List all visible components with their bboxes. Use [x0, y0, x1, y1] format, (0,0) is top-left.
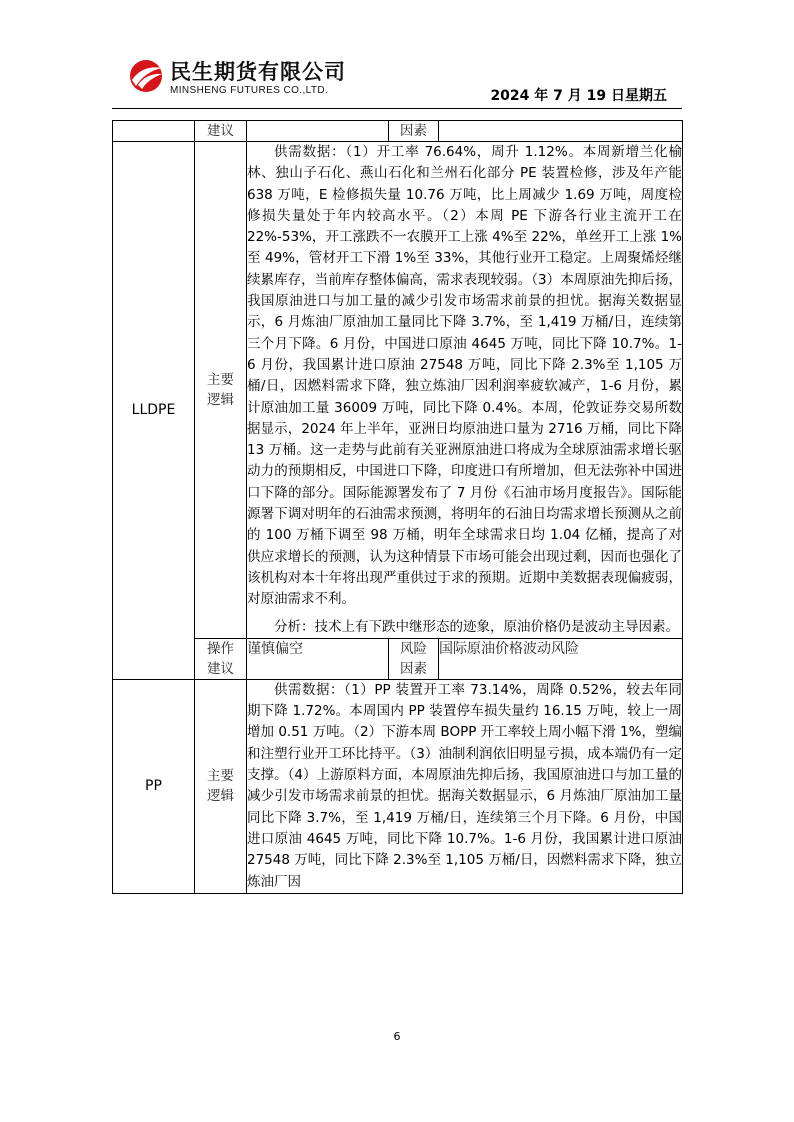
product-cell-empty [113, 121, 195, 142]
main-logic-label-text: 主要逻辑 [207, 371, 234, 408]
risk-value-empty [439, 121, 683, 142]
advice-value-empty [247, 121, 389, 142]
pp-logic-paragraph-1: 供需数据：（1）PP 装置开工率 73.14%，周降 0.52%，较去年同期下降 1.72%。本周国内 PP 装置停车损失量约 16.15 万吨，较上一周增加 0.51 万吨。（2）下游本周 BOPP 开工率较上周小幅下滑 1%，塑编和注塑行业开工环比持平。（3）油制利润依旧明显亏损，成本端仍有一定支撑。（4）上游原料方面，本周原油先抑后扬，我国原油进口与加工量的减少引发市场需求前景的担忧。据海关数据显示，6 月炼油厂原油加工量同比下降 3.7%，至 1,419 万桶/日，连续第三个月下降。6 月份，中国进口原油 4645 万吨，同比下降 10.7%。1-6 月份，我国累计进口原油 27548 万吨，同比下降 2.3%至 1,105 万桶/日，因燃料需求下降，独立炼油厂因 [247, 681, 682, 890]
operation-advice-label [195, 638, 247, 679]
company-logo [128, 56, 368, 100]
header-divider [112, 108, 682, 109]
risk-factor-label-text: 风险因素 [400, 640, 427, 677]
risk-label: 因素 [389, 121, 439, 142]
product-pp: PP [113, 679, 195, 893]
table-row-continuation [113, 121, 683, 142]
lldpe-operation-value: 谨慎偏空 [247, 638, 389, 679]
advice-label: 建议 [195, 121, 247, 142]
company-name-en: MINSHENG FUTURES CO.,LTD. [170, 85, 329, 96]
risk-factor-label [389, 638, 439, 679]
page-number: 6 [393, 1030, 401, 1043]
report-date: 2024 年 7 月 19 日星期五 [490, 88, 667, 104]
main-logic-label [195, 142, 247, 639]
pp-main-logic-label-text: 主要逻辑 [207, 768, 234, 805]
lldpe-logic-content [247, 142, 683, 639]
table-row-lldpe-operation [113, 638, 683, 679]
pp-logic-content [247, 679, 683, 893]
pp-main-logic-label [195, 679, 247, 893]
table-row-lldpe-logic [113, 142, 683, 639]
lldpe-risk-value: 国际原油价格波动风险 [439, 638, 683, 679]
minsheng-swoosh-icon [128, 58, 164, 94]
table-row-pp-logic [113, 679, 683, 893]
operation-advice-label-text: 操作建议 [207, 640, 234, 677]
product-lldpe: LLDPE [113, 142, 195, 680]
company-name-cn: 民生期货有限公司 [170, 60, 346, 84]
strategy-table [112, 120, 683, 894]
lldpe-logic-paragraph-1: 供需数据：（1）开工率 76.64%，周升 1.12%。本周新增兰化榆林、独山子石化、燕山石化和兰州石化部分 PE 装置检修，涉及年产能 638 万吨，E 检修损失量 10.76 万吨，比上周减少 1.69 万吨，周度检修损失量处于年内较高水平。（2）本周 PE 下游各行业主流开工在 22%-53%，开工涨跌不一农膜开工上涨 4%至 22%，单丝开工上涨 1%至 49%，管材开工下滑 1%至 33%，其他行业开工稳定。上周聚烯烃继续累库存，当前库存整体偏高，需求表现较弱。（3）本周原油先抑后扬，我国原油进口与加工量的减少引发市场需求前景的担忧。据海关数据显示，6 月炼油厂原油加工量同比下降 3.7%，至 1,419 万桶/日，连续第三个月下降。6 月份，中国进口原油 4645 万吨，同比下降 10.7%。1-6 月份，我国累计进口原油 27548 万吨，同比下降 2.3%至 1,105 万桶/日，因燃料需求下降，独立炼油厂因利润率疲软减产，1-6 月份，累计原油加工量 36009 万吨，同比下降 0.4%。本周，伦敦证券交易所数据显示，2024 年上半年，亚洲日均原油进口量为 2716 万桶，同比下降 13 万桶。这一走势与此前有关亚洲原油进口将成为全球原油需求增长驱动力的预期相反，中国进口下降，印度进口有所增加，但无法弥补中国进口下降的部分。国际能源署发布了 7 月份《石油市场月度报告》。国际能源署下调对明年的石油需求预测，将明年的石油日均需求增长预测从之前的 100 万桶下调至 98 万桶，明年全球需求日均 1.04 亿桶，提高了对供应求增长的预测，认为这种情景下市场可能会出现过剩，因而也强化了该机构对本十年将出现严重供过于求的预期。近期中美数据表现偏疲弱，对原油需求不利。 [247, 144, 682, 608]
lldpe-logic-paragraph-2: 分析：技术上有下跌中继形态的迹象，原油价格仍是波动主导因素。 [274, 618, 679, 635]
